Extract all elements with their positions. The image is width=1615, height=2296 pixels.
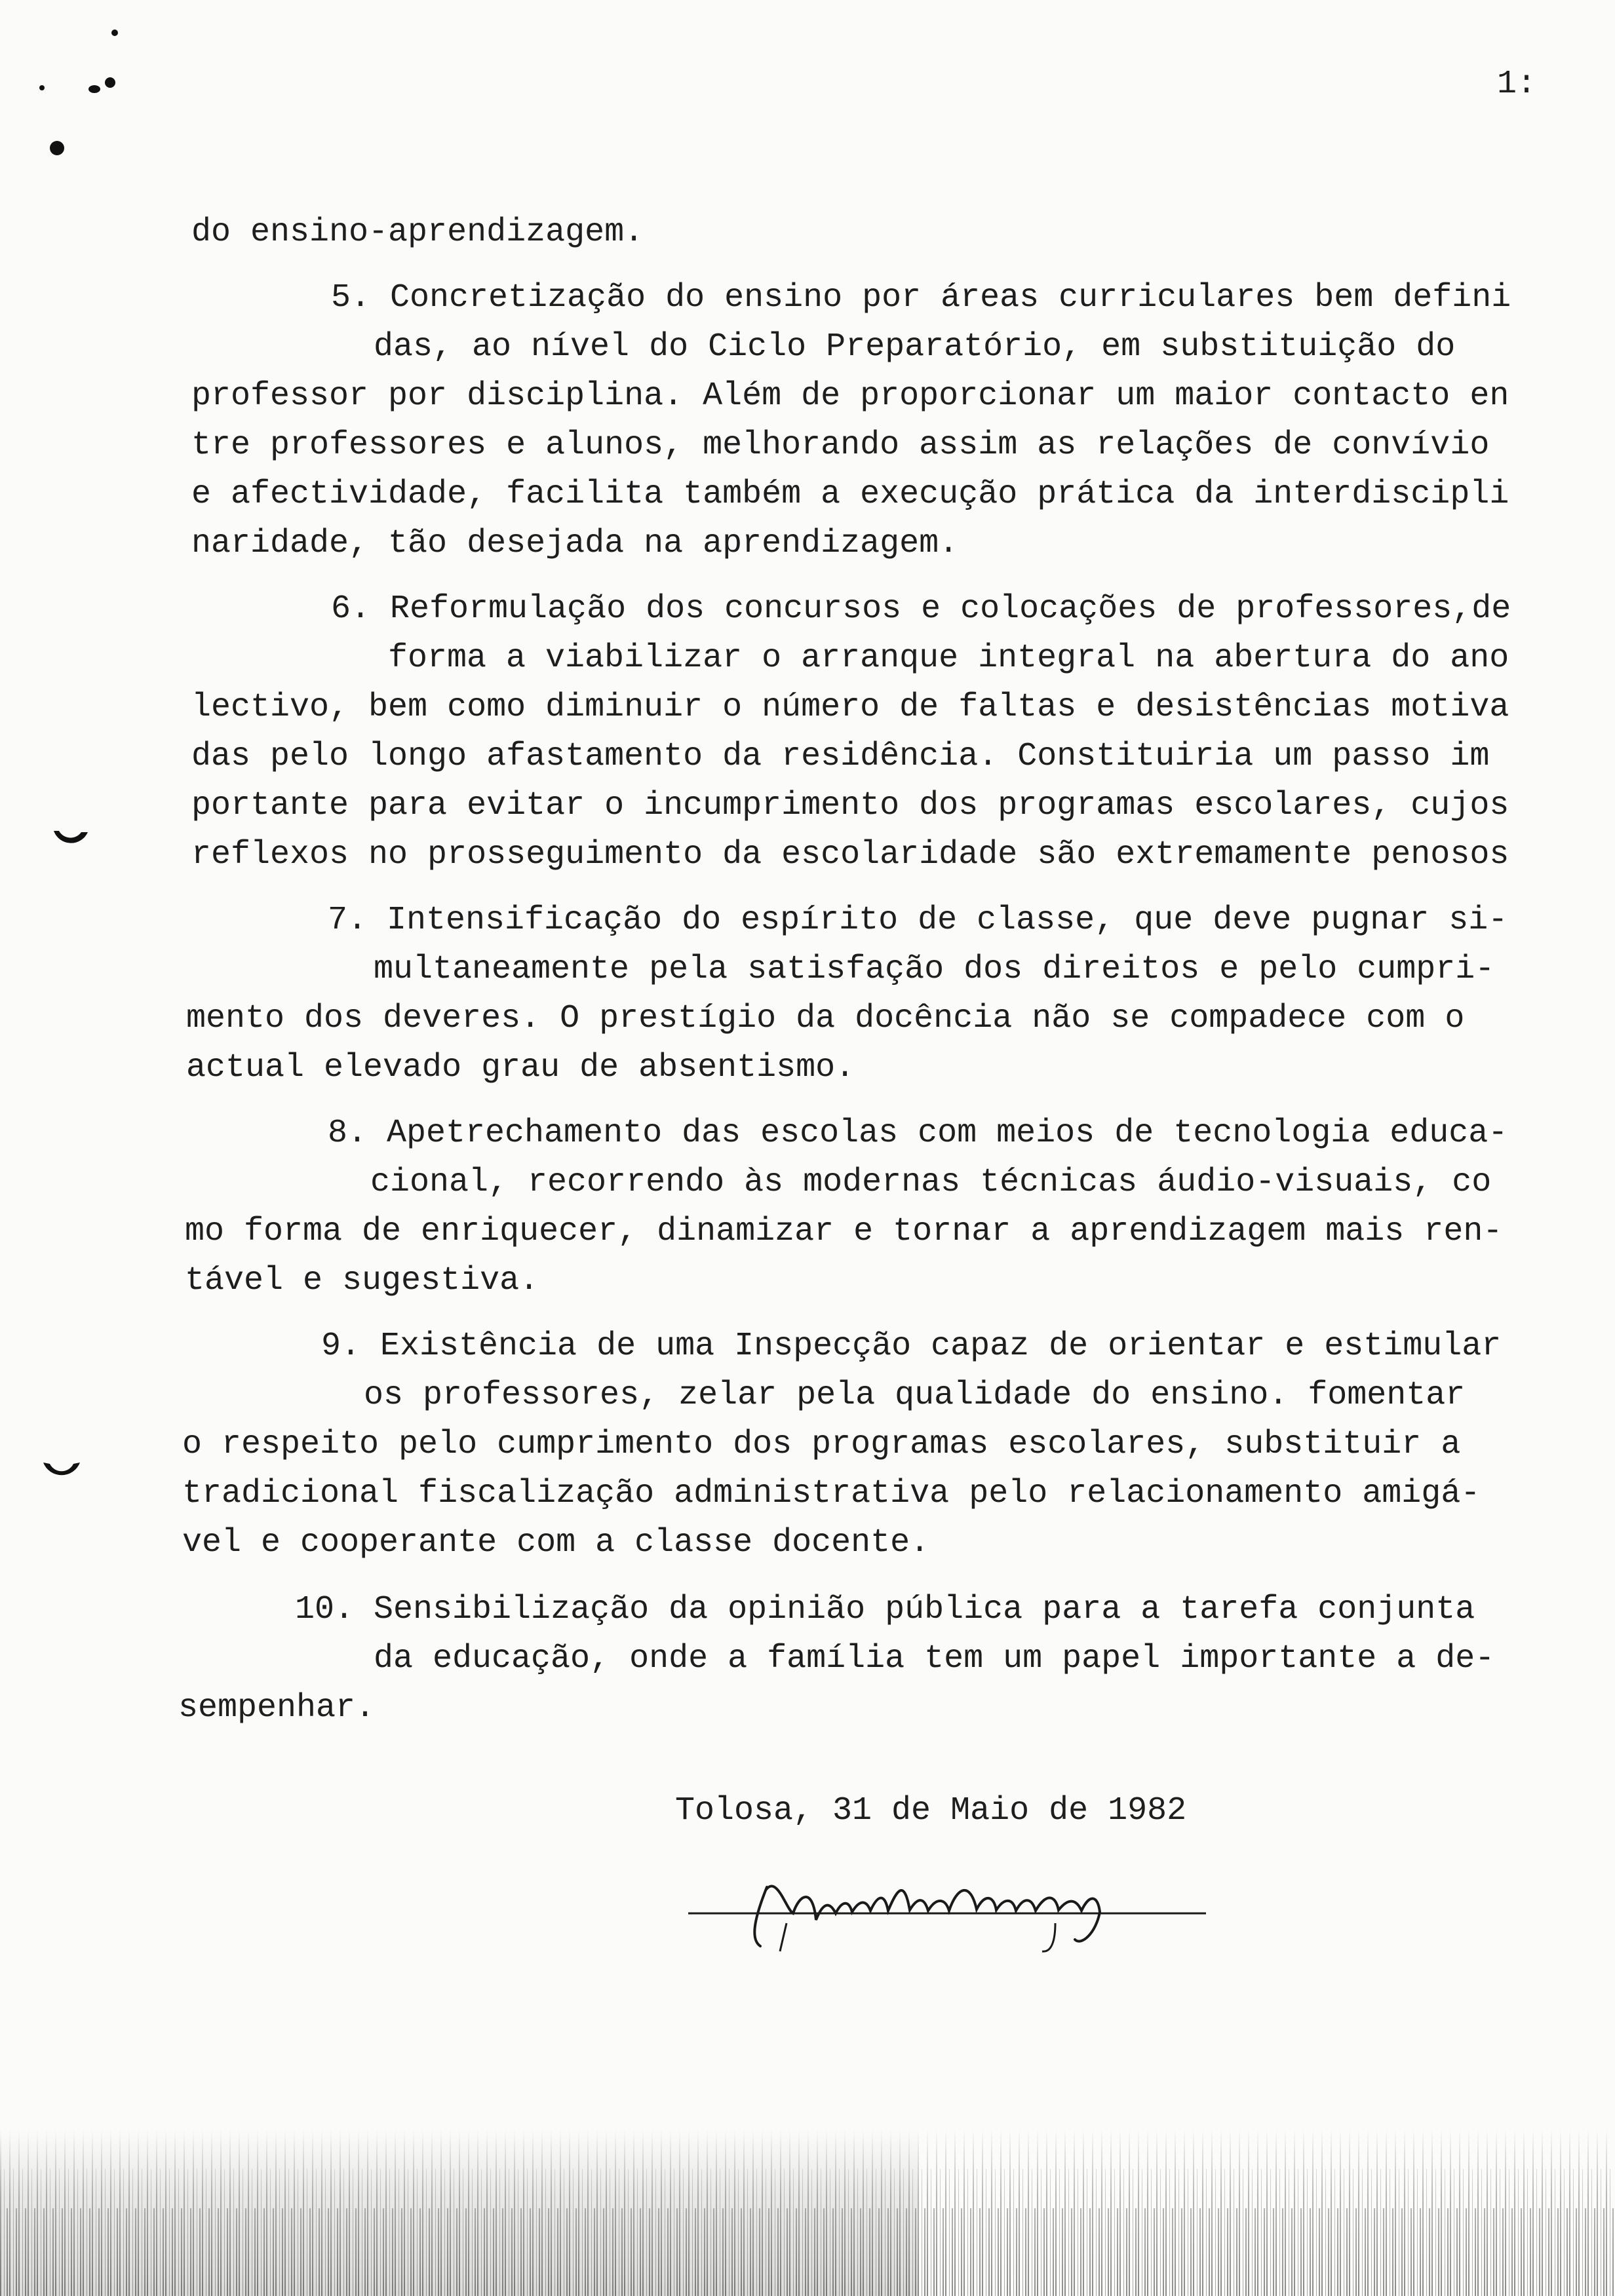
text-line: forma a viabilizar o arranque integral na abertura do ano (388, 640, 1509, 677)
text-line: reflexos no prosseguimento da escolaridade são extremamente penosos (191, 836, 1509, 873)
item-10-first-line: 10. Sensibilização da opinião pública para a tarefa conjunta (295, 1591, 1475, 1628)
text-line: das, ao nível do Ciclo Preparatório, em substituição do (374, 328, 1456, 366)
item-5-first-line: 5. Concretização do ensino por áreas curriculares bem defini (331, 279, 1511, 316)
scan-speck (111, 29, 118, 36)
text-line: da educação, onde a família tem um papel importante a de- (374, 1640, 1495, 1677)
scan-speck (88, 85, 100, 93)
scan-speck (105, 77, 115, 88)
text-line: cional, recorrendo às modernas técnicas áudio-visuais, co (370, 1164, 1492, 1201)
signature-scribble-icon (688, 1848, 1226, 1959)
text-line: das pelo longo afastamento da residência. Constituiria um passo im (191, 738, 1490, 775)
item-8-first-line: 8. Apetrechamento das escolas com meios de tecnologia educa- (328, 1115, 1508, 1152)
page-number: 1: (1497, 66, 1537, 103)
text-line: naridade, tão desejada na aprendizagem. (191, 525, 959, 562)
text-line: lectivo, bem como diminuir o número de faltas e desistências motiva (191, 689, 1509, 726)
text-line: vel e cooperante com a classe docente. (182, 1524, 930, 1561)
punch-hole-icon (47, 818, 93, 864)
text-line: tre professores e alunos, melhorando assim as relações de convívio (191, 427, 1490, 464)
text-line: os professores, zelar pela qualidade do ensino. fomentar (364, 1377, 1466, 1414)
punch-hole-icon (38, 1448, 84, 1494)
text-line: multaneamente pela satisfação dos direitos e pelo cumpri- (374, 951, 1495, 988)
item-7-first-line: 7. Intensificação do espírito de classe, que deve pugnar si- (328, 902, 1508, 939)
text-line: do ensino-aprendizagem. (191, 214, 644, 251)
signature (688, 1848, 1226, 1959)
text-line: tradicional fiscalização administrativa pelo relacionamento amigá- (182, 1475, 1481, 1512)
text-line: o respeito pelo cumprimento dos programas escolares, substituir a (182, 1426, 1461, 1463)
text-line: tável e sugestiva. (185, 1262, 539, 1299)
item-6-first-line: 6. Reformulação dos concursos e colocações de professores,de (331, 590, 1511, 628)
scan-speck (39, 85, 45, 90)
text-line: actual elevado grau de absentismo. (186, 1049, 855, 1086)
text-line: sempenhar. (178, 1689, 376, 1727)
text-line: professor por disciplina. Além de proporcionar um maior contacto en (191, 377, 1509, 415)
scan-speck (50, 141, 64, 155)
text-line: mo forma de enriquecer, dinamizar e tornar a aprendizagem mais ren- (185, 1213, 1503, 1250)
text-line: mento dos deveres. O prestígio da docência não se compadece com o (186, 1000, 1465, 1037)
place-and-date: Tolosa, 31 de Maio de 1982 (675, 1792, 1187, 1829)
scan-noise-band (0, 2130, 1615, 2296)
item-9-first-line: 9. Existência de uma Inspecção capaz de orientar e estimular (321, 1328, 1502, 1365)
text-line: portante para evitar o incumprimento dos programas escolares, cujos (191, 787, 1509, 824)
text-line: e afectividade, facilita também a execução prática da interdiscipli (191, 476, 1509, 513)
